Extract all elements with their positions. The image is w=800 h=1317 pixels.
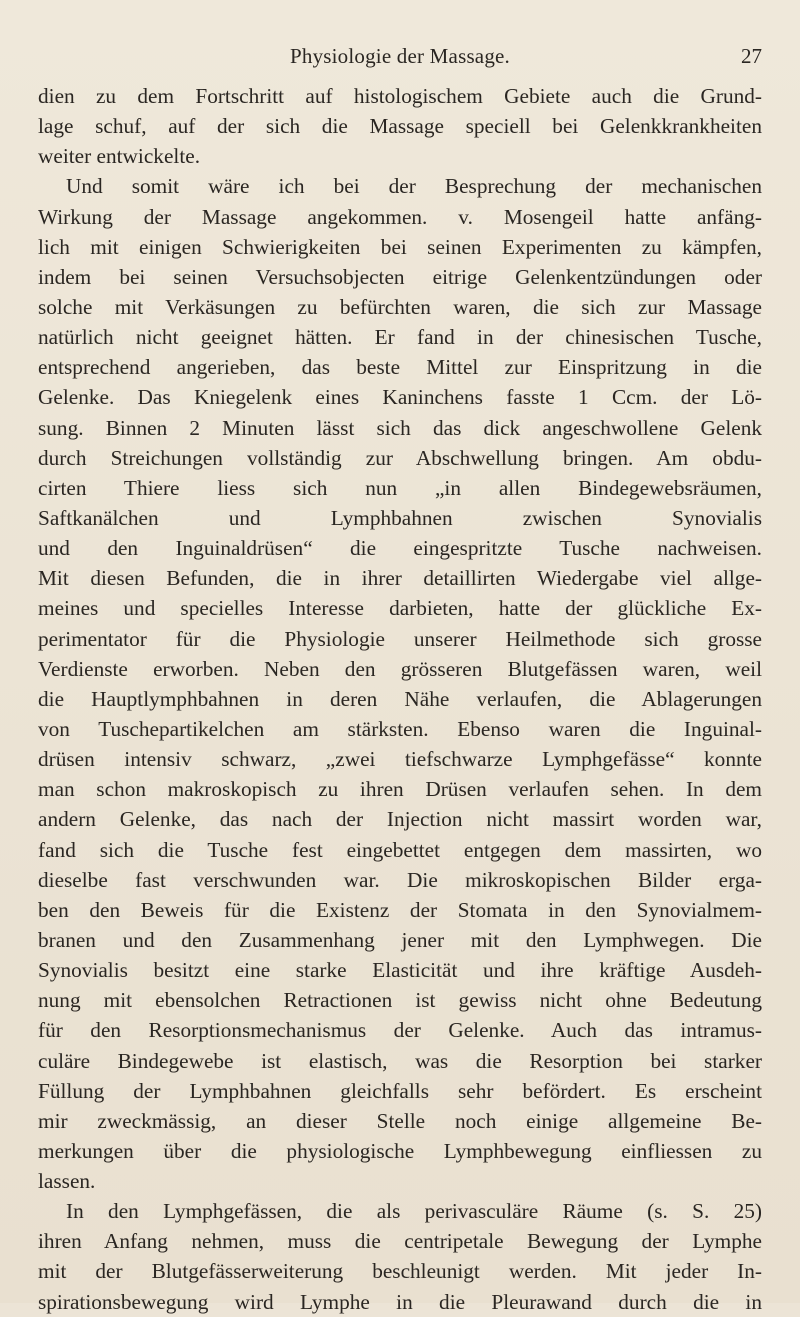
text-line: die Hauptlymphbahnen in deren Nähe verlaufen, die Ablagerungen: [38, 686, 762, 711]
text-line: ihren Anfang nehmen, muss die centripetale Bewegung der Lymphe: [38, 1229, 762, 1254]
text-line: ben den Beweis für die Existenz der Stomata in den Synovialmem-: [38, 897, 762, 922]
text-line: nung mit ebensolchen Retractionen ist gewiss nicht ohne Bedeutung: [38, 988, 762, 1013]
text-line: dieselbe fast verschwunden war. Die mikroskopischen Bilder erga-: [38, 867, 762, 892]
body-text: [38, 81, 762, 1317]
text-line: Wirkung der Massage angekommen. v. Mosengeil hatte anfäng-: [38, 204, 762, 229]
text-line: Synovialis besitzt eine starke Elasticität und ihre kräftige Ausdeh-: [38, 958, 762, 983]
text-line: und den Inguinaldrüsen“ die eingespritzte Tusche nachweisen.: [38, 536, 762, 561]
text-line: von Tuschepartikelchen am stärksten. Ebenso waren die Inguinal-: [38, 716, 762, 741]
text-line: indem bei seinen Versuchsobjecten eitrige Gelenkentzündungen oder: [38, 264, 762, 289]
text-line: entsprechend angerieben, das beste Mittel zur Einspritzung in die: [38, 355, 762, 380]
text-line: meines und specielles Interesse darbieten, hatte der glückliche Ex-: [38, 596, 762, 621]
running-title: Physiologie der Massage.: [289, 44, 511, 68]
text-line: durch Streichungen vollständig zur Abschwellung bringen. Am obdu-: [38, 445, 762, 470]
text-line: Mit diesen Befunden, die in ihrer detaillirten Wiedergabe viel allge-: [38, 566, 762, 591]
text-line: Gelenke. Das Kniegelenk eines Kaninchens fasste 1 Ccm. der Lö-: [38, 385, 762, 410]
text-line: Verdienste erworben. Neben den grösseren Blutgefässen waren, weil: [38, 656, 762, 681]
page-number: 27: [741, 44, 762, 68]
text-line: fand sich die Tusche fest eingebettet entgegen dem massirten, wo: [38, 837, 762, 862]
text-line: lich mit einigen Schwierigkeiten bei seinen Experimenten zu kämpfen,: [38, 234, 762, 259]
text-line: spirationsbewegung wird Lymphe in die Pleurawand durch die in: [38, 1289, 762, 1314]
text-line: Saftkanälchen und Lymphbahnen zwischen Synovialis: [38, 505, 762, 530]
text-line: mit der Blutgefässerweiterung beschleunigt werden. Mit jeder In-: [38, 1259, 762, 1284]
text-line: lassen.: [38, 1169, 96, 1194]
text-line: andern Gelenke, das nach der Injection nicht massirt worden war,: [38, 807, 762, 832]
text-line: für den Resorptionsmechanismus der Gelenke. Auch das intramus-: [38, 1018, 762, 1043]
text-line: branen und den Zusammenhang jener mit den Lymphwegen. Die: [38, 927, 762, 952]
text-line: culäre Bindegewebe ist elastisch, was die Resorption bei starker: [38, 1048, 762, 1073]
text-line: cirten Thiere liess sich nun „in allen Bindegewebsräumen,: [38, 475, 762, 500]
text-line: natürlich nicht geeignet hätten. Er fand in der chinesischen Tusche,: [38, 325, 762, 350]
text-line: sung. Binnen 2 Minuten lässt sich das dick angeschwollene Gelenk: [38, 415, 762, 440]
text-line: merkungen über die physiologische Lymphbewegung einfliessen zu: [38, 1138, 762, 1163]
page-header: [38, 44, 762, 74]
text-line: perimentator für die Physiologie unserer Heilmethode sich grosse: [38, 626, 762, 651]
text-line: Füllung der Lymphbahnen gleichfalls sehr befördert. Es erscheint: [38, 1078, 762, 1103]
text-line: Und somit wäre ich bei der Besprechung der mechanischen: [66, 174, 762, 199]
text-line: man schon makroskopisch zu ihren Drüsen verlaufen sehen. In dem: [38, 777, 762, 802]
text-line: In den Lymphgefässen, die als perivasculäre Räume (s. S. 25): [66, 1199, 762, 1224]
text-line: lage schuf, auf der sich die Massage speciell bei Gelenkkrankheiten: [38, 114, 762, 139]
text-line: solche mit Verkäsungen zu befürchten waren, die sich zur Massage: [38, 294, 762, 319]
text-line: dien zu dem Fortschritt auf histologischem Gebiete auch die Grund-: [38, 84, 762, 108]
text-line: mir zweckmässig, an dieser Stelle noch einige allgemeine Be-: [38, 1108, 762, 1133]
text-line: drüsen intensiv schwarz, „zwei tiefschwarze Lymphgefässe“ konnte: [38, 747, 762, 772]
text-line: weiter entwickelte.: [38, 144, 201, 169]
